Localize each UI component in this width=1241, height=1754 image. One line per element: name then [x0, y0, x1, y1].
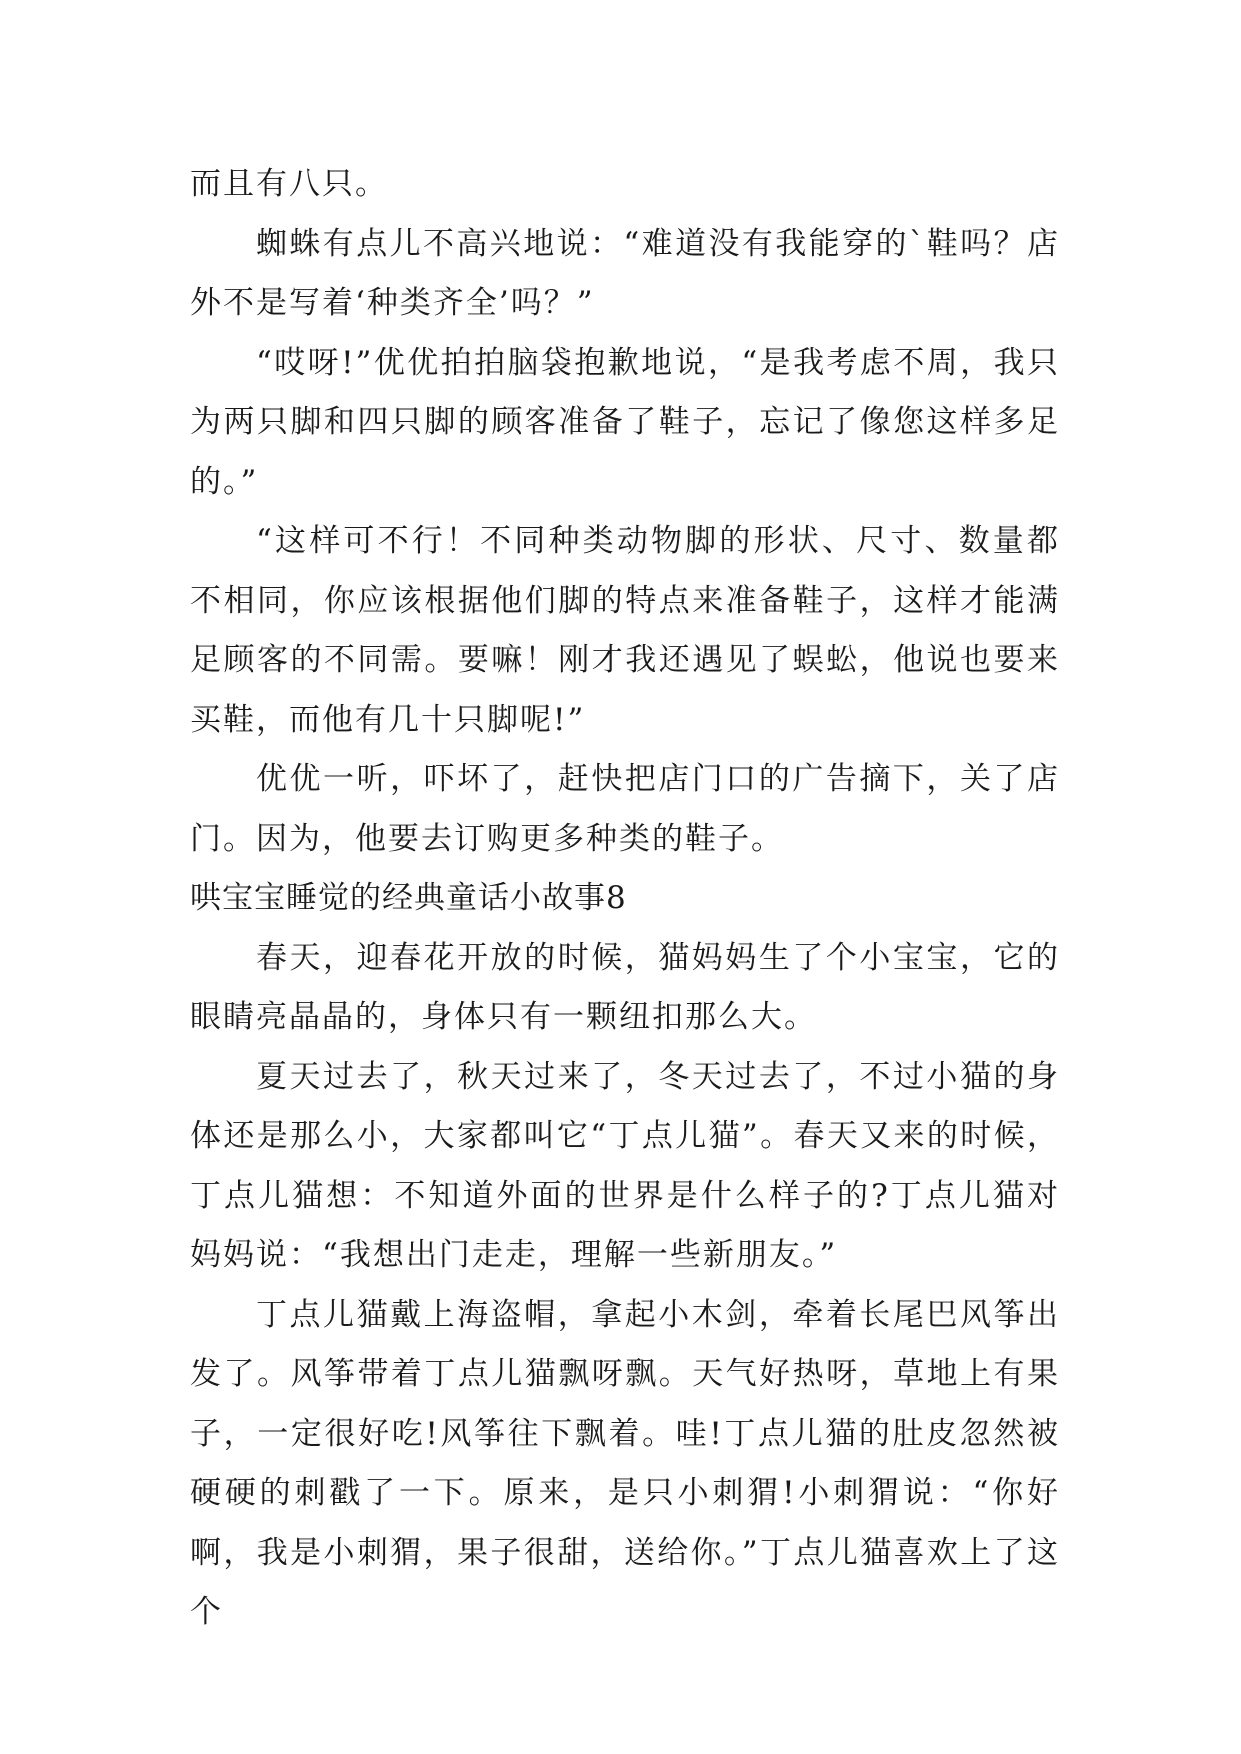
- paragraph: 丁点儿猫戴上海盗帽，拿起小木剑，牵着长尾巴风筝出发了。风筝带着丁点儿猫飘呀飘。天气好热呀，草地上有果子，一定很好吃!风筝往下飘着。哇!丁点儿猫的肚皮忽然被硬硬的刺戳了一下。原来，是只小刺猬!小刺猬说：“你好啊，我是小刺猬，果子很甜，送给你。”丁点儿猫喜欢上了这个: [190, 1296, 1060, 1630]
- paragraph: 而且有八只。: [190, 166, 388, 202]
- section-title: 哄宝宝睡觉的经典童话小故事8: [190, 880, 627, 916]
- paragraph: 优优一听，吓坏了，赶快把店门口的广告摘下，关了店门。因为，他要去订购更多种类的鞋子。: [190, 761, 1060, 857]
- paragraph: 夏天过去了，秋天过来了，冬天过去了，不过小猫的身体还是那么小，大家都叫它“丁点儿猫”。春天又来的时候，丁点儿猫想：不知道外面的世界是什么样子的?丁点儿猫对妈妈说：“我想出门走走，理解一些新朋友。”: [190, 1058, 1060, 1273]
- paragraph: “这样可不行！不同种类动物脚的形状、尺寸、数量都不相同，你应该根据他们脚的特点来准备鞋子，这样才能满足顾客的不同需。要嘛！刚才我还遇见了蜈蚣，他说也要来买鞋，而他有几十只脚呢!”: [190, 523, 1060, 738]
- paragraph: 春天，迎春花开放的时候，猫妈妈生了个小宝宝，它的眼睛亮晶晶的，身体只有一颗纽扣那么大。: [190, 939, 1060, 1035]
- paragraph: “哎呀!”优优拍拍脑袋抱歉地说，“是我考虑不周，我只为两只脚和四只脚的顾客准备了鞋子，忘记了像您这样多足的。”: [190, 344, 1060, 500]
- document-body: [190, 155, 1060, 1643]
- paragraph: 蜘蛛有点儿不高兴地说：“难道没有我能穿的`鞋吗？店外不是写着‘种类齐全’吗？”: [190, 225, 1060, 321]
